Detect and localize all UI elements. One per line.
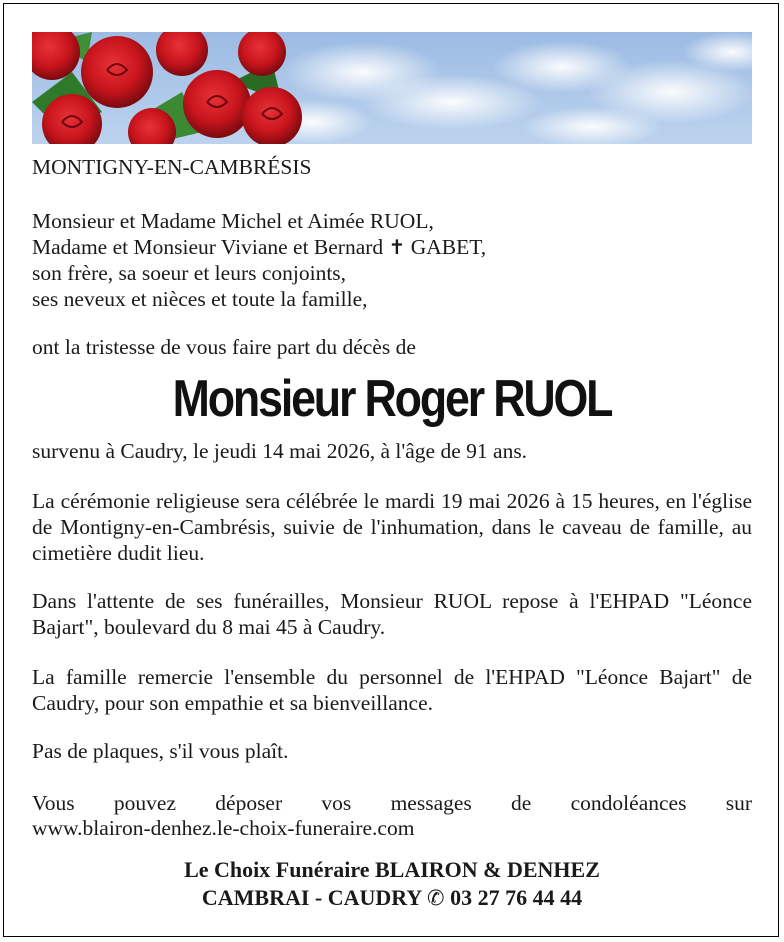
roses-sky-banner <box>32 32 752 144</box>
rest-text: Dans l'attente de ses funérailles, Monsieur RUOL repose à l'EHPAD "Léonce Bajart", boulevard du 8 mai 45 à Caudry. <box>32 589 752 639</box>
funeral-home-city: CAMBRAI - CAUDRY <box>201 885 422 910</box>
deceased-name: Monsieur Roger RUOL <box>172 370 612 428</box>
no-plaques-text: Pas de plaques, s'il vous plaît. <box>32 739 289 763</box>
roses-and-sky-image <box>32 32 752 144</box>
family-line-2-text: Madame et Monsieur Viviane et Bernard <box>32 235 389 259</box>
ceremony-text: La cérémonie religieuse sera célébrée le mardi 19 mai 2026 à 15 heures, en l'église de Montigny-en-Cambrésis, suivie de l'inhumation, dans le caveau de famille, au cimetière dudit lieu. <box>32 489 752 565</box>
thanks-text: La famille remercie l'ensemble du personnel de l'EHPAD "Léonce Bajart" de Caudry, pour son empathie et sa bienveillance. <box>32 665 752 715</box>
family-line-2 <box>32 234 752 260</box>
death-info: survenu à Caudry, le jeudi 14 mai 2026, à l'âge de 91 ans. <box>32 439 528 463</box>
location: MONTIGNY-EN-CAMBRÉSIS <box>32 155 312 179</box>
phone-icon: ✆ <box>427 886 445 910</box>
family-list <box>32 208 752 312</box>
family-line-4: ses neveux et nièces et toute la famille, <box>32 287 368 311</box>
intro-text: ont la tristesse de vous faire part du décès de <box>32 335 416 359</box>
cross-icon: ✝ <box>388 235 406 259</box>
funeral-home-phone[interactable]: 03 27 76 44 44 <box>450 885 583 910</box>
family-line-3: son frère, sa soeur et leurs conjoints, <box>32 261 347 285</box>
family-line-1: Monsieur et Madame Michel et Aimée RUOL, <box>32 209 434 233</box>
funeral-home-contact <box>32 884 752 912</box>
family-line-2-surname: GABET, <box>405 235 487 259</box>
condolences-text: Vous pouvez déposer vos messages de condoléances sur <box>32 791 752 815</box>
condolences-url[interactable]: www.blairon-denhez.le-choix-funeraire.com <box>32 816 415 840</box>
funeral-home-name: Le Choix Funéraire BLAIRON & DENHEZ <box>184 857 600 882</box>
